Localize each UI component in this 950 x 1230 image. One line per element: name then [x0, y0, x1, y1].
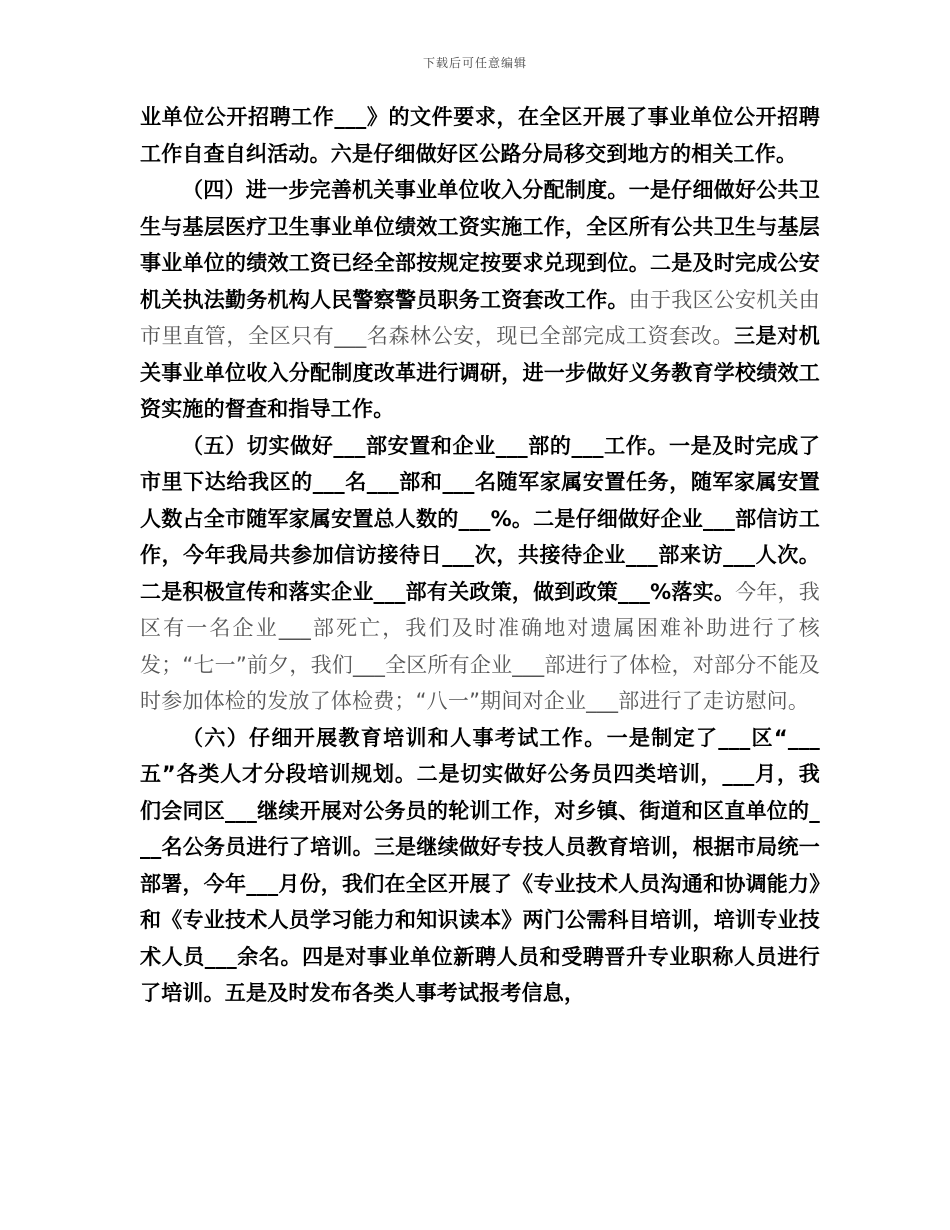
text-segment: （四）进一步完善机关事业单位收入分配制度。一是仔细做好公共卫生与基层医疗卫生事业单位绩效工资实施工作，全区所有公共卫生与基层事业单位的绩效工资已经全部按规定按要求兑现到位。二是及时完成公安机关执法勤务机构人民警察警员职务工资套改工作。	[140, 178, 820, 312]
text-segment: （五）切实做好___部安置和企业___部的___工作。一是及时完成了市里下达给我区的___名___部和___名随军家属安置任务，随军家属安置人数占全市随军家属安置总人数的___%。二是仔细做好企业___部信访工作，今年我局共参加信访接待日___次，共接待企业___部来访___人次。二是积极宣传和落实企业___部有关政策，做到政策___%落实。	[140, 433, 820, 604]
text-segment: 今年，我区有一名企业___部死亡，我们及时准确地对遗属困难补助进行了核发；“七一”前夕，我们___全区所有企业___部进行了体检，对部分不能及时参加体检的发放了体检费；“八一”期间对企业___部进行了走访慰问。	[140, 579, 820, 713]
paragraph	[140, 172, 820, 428]
document-body	[140, 99, 820, 1012]
page-header: 下载后可任意编辑	[422, 56, 527, 70]
text-segment: 由于我区公安机关由市里直管，全区只有___名森林公安，现已全部完成工资套改。	[140, 287, 820, 348]
paragraph	[140, 99, 820, 172]
paragraph	[140, 428, 820, 720]
paragraph	[140, 720, 820, 1012]
text-segment: 业单位公开招聘工作___》的文件要求，在全区开展了事业单位公开招聘工作自查自纠活动。六是仔细做好区公路分局移交到地方的相关工作。	[140, 105, 820, 166]
text-segment: 三是对机关事业单位收入分配制度改革进行调研，进一步做好义务教育学校绩效工资实施的督查和指导工作。	[140, 324, 820, 421]
text-segment: （六）仔细开展教育培训和人事考试工作。一是制定了___区“___五”各类人才分段培训规划。二是切实做好公务员四类培训，___月，我们会同区___继续开展对公务员的轮训工作，对乡镇、街道和区直单位的___名公务员进行了培训。三是继续做好专技人员教育培训，根据市局统一部署，今年___月份，我们在全区开展了《专业技术人员沟通和协调能力》和《专业技术人员学习能力和知识读本》两门公需科目培训，培训专业技术人员___余名。四是对事业单位新聘人员和受聘晋升专业职称人员进行了培训。五是及时发布各类人事考试报考信息，	[140, 725, 820, 1005]
